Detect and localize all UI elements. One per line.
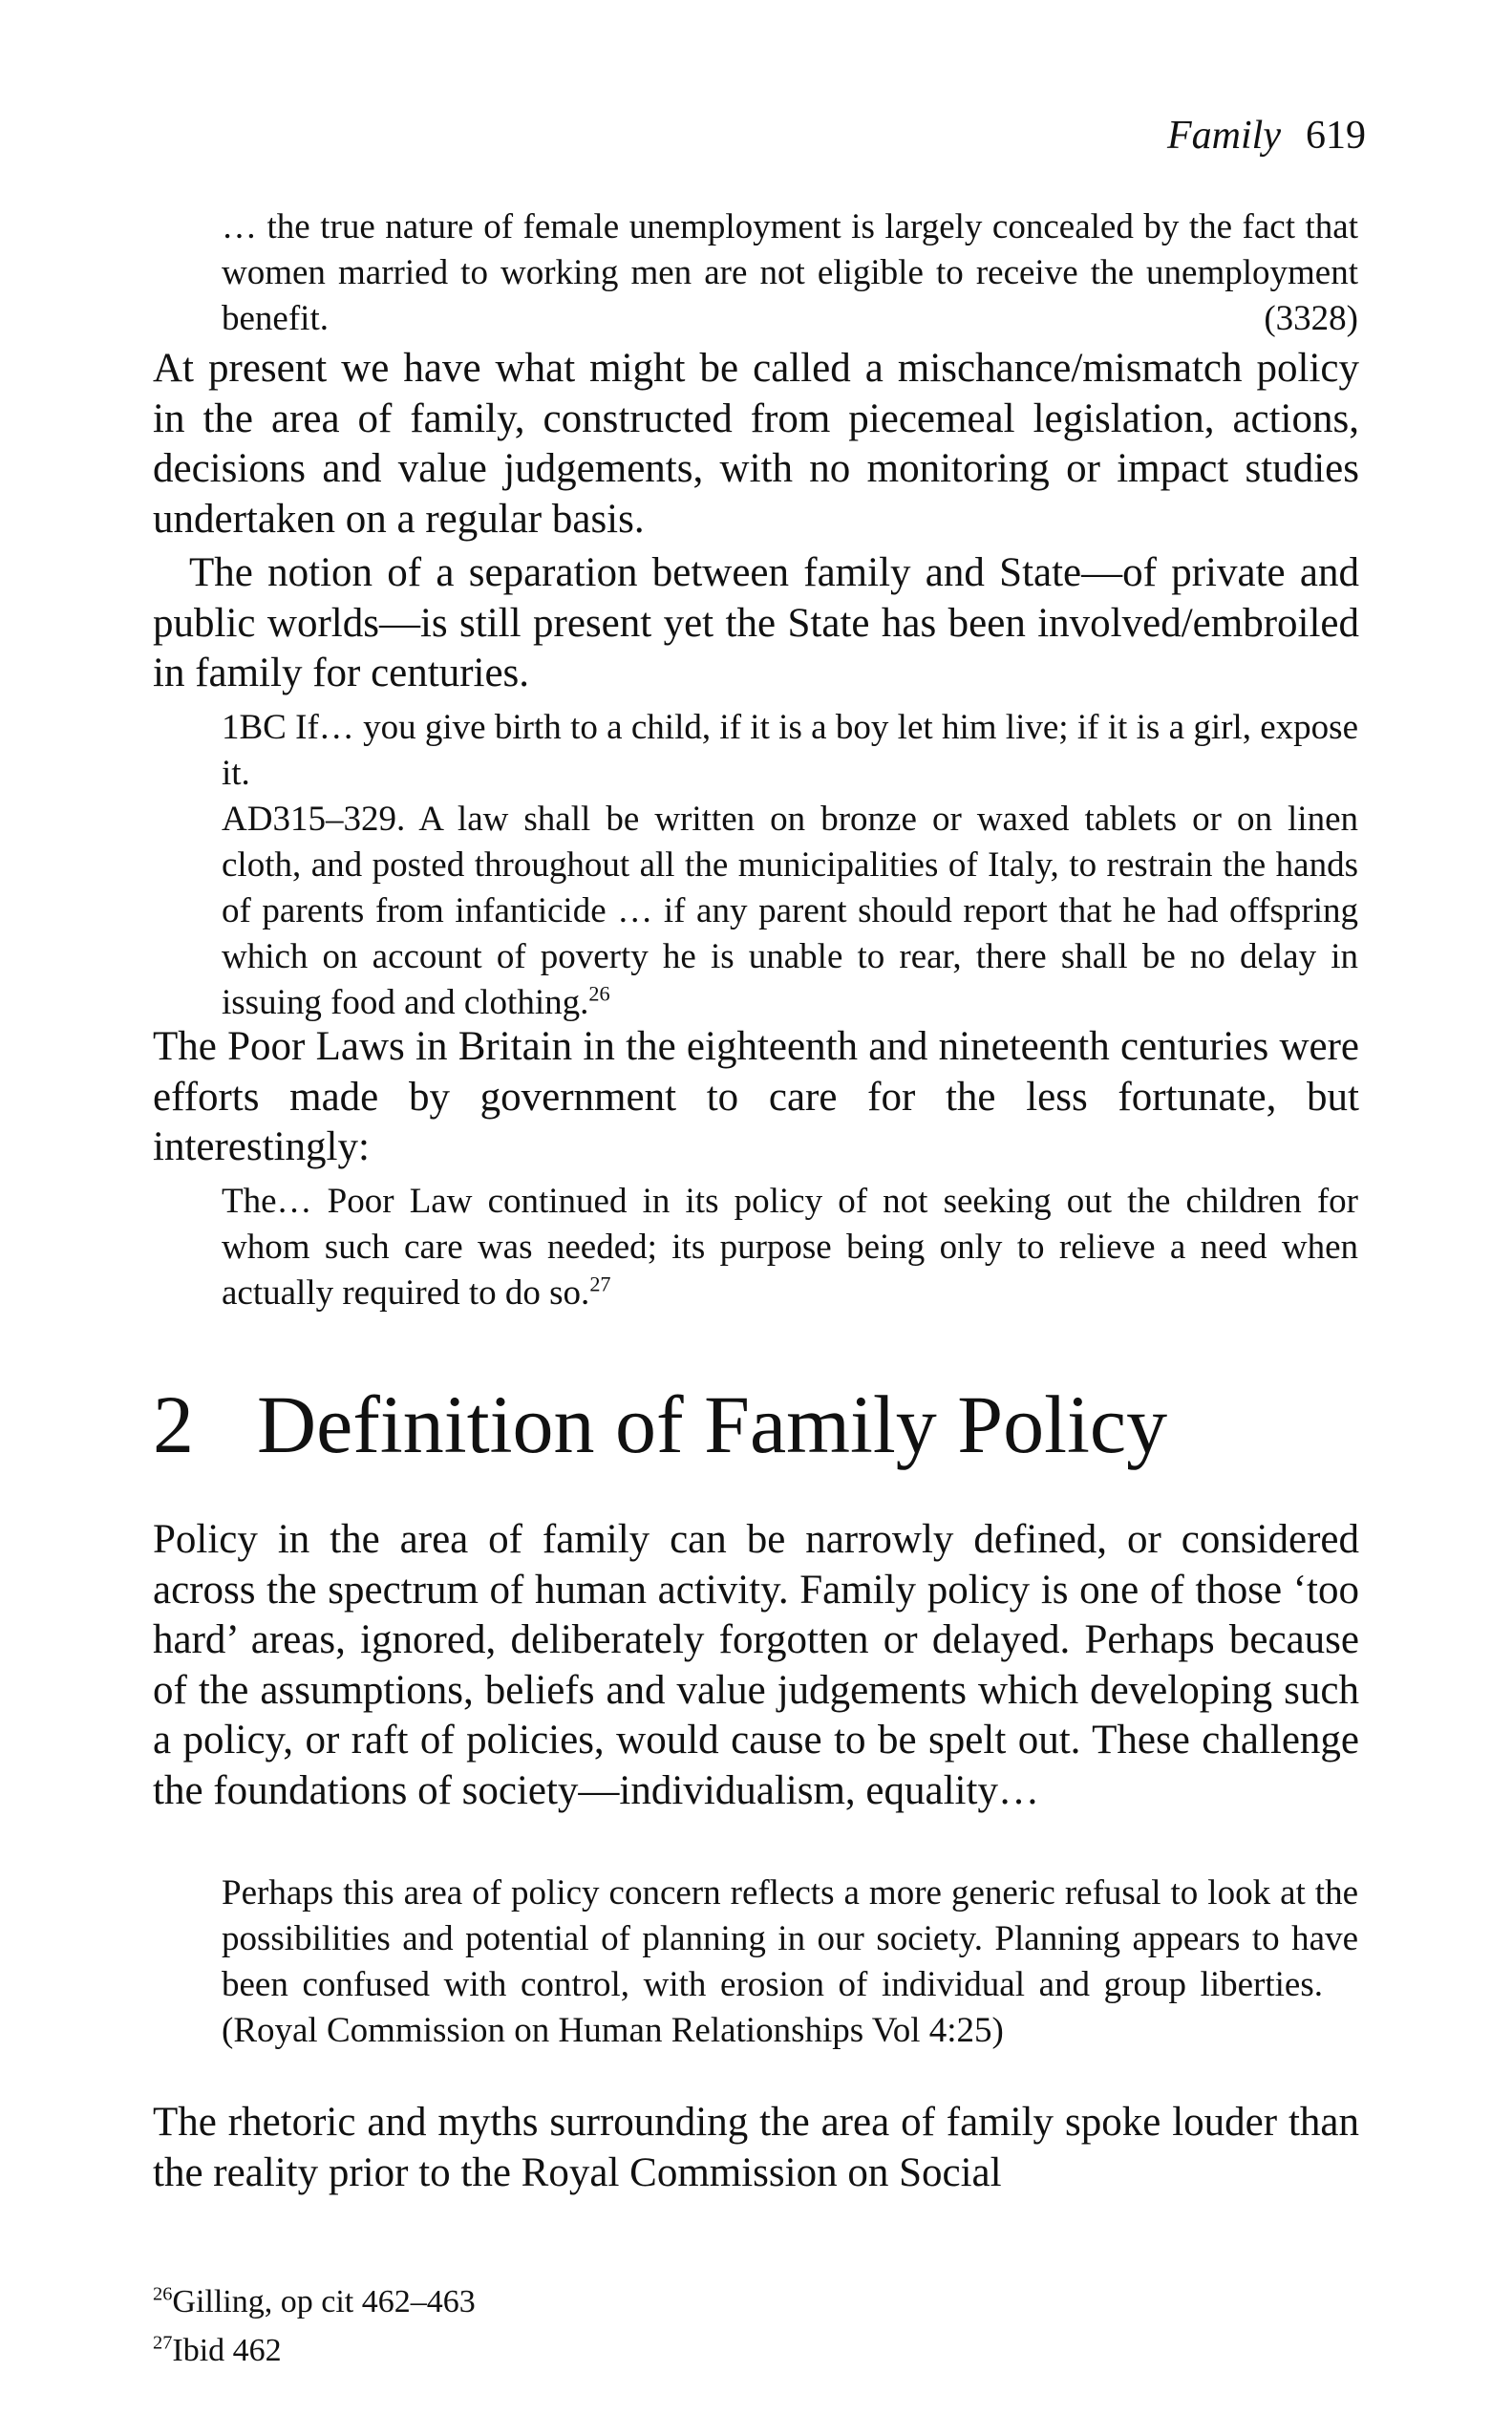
page-header — [153, 113, 1366, 159]
footnotes — [153, 2277, 476, 2375]
block-quote-1bc: 1BC If… you give birth to a child, if it is a boy let him live; if it is a girl, expose it. — [222, 708, 1358, 793]
running-title: Family — [1167, 114, 1281, 158]
quote-text: … the true nature of female unemployment is largely concealed by the fact that women married to working men are not eligible to receive the unemployment benefit. — [222, 207, 1358, 338]
paragraph-separation-state: The notion of a separation between family and State—of private and public worlds—is still present yet the State has been involved/embroiled in family for centuries. — [153, 550, 1359, 695]
section-title: Definition of Family Policy — [257, 1378, 1168, 1470]
block-quote-poor-law — [222, 1179, 1358, 1316]
block-quote-ad315 — [222, 797, 1358, 1026]
quote-citation: (3328) — [1264, 299, 1358, 338]
block-quote-royal-commission: Perhaps this area of policy concern reflects a more generic refusal to look at the possibilities and potential of planning in our society. Planning appears to have been confused with control, with erosion of individual and group liberties. (Royal Commission on Human Relationships Vol 4:25) — [222, 1873, 1358, 2050]
footnote-text: Gilling, op cit 462–463 — [172, 2284, 476, 2319]
quote-text: AD315–329. A law shall be written on bronze or waxed tablets or on linen cloth, and posted throughout all the municipalities of Italy, to restrain the hands of parents from infanticide … if any parent should report that he had offspring which on account of poverty he is unable to rear, there shall be no delay in issuing food and clothing. — [222, 800, 1358, 1022]
paragraph-rhetoric-myths: The rhetoric and myths surrounding the area of family spoke louder than the reality prior to the Royal Commission on Social — [153, 2100, 1359, 2195]
paragraph-policy-definition: Policy in the area of family can be narrowly defined, or considered across the spectrum of human activity. Family policy is one of those ‘too hard’ areas, ignored, deliberately forgotten or delayed. Perhaps because of the assumptions, beliefs and value judgements which developing such a policy, or raft of policies, would cause to be spelt out. These challenge the foundations of society—individualism, equality… — [153, 1517, 1359, 1813]
footnote-item — [153, 2277, 476, 2326]
footnote-item — [153, 2326, 476, 2375]
quote-text: The… Poor Law continued in its policy of not seeking out the children for whom such care was needed; its purpose being only to relieve a need when actually required to do so. — [222, 1182, 1358, 1313]
paragraph-poor-laws: The Poor Laws in Britain in the eighteenth and nineteenth centuries were efforts made by government to care for the less fortunate, but interestingly: — [153, 1024, 1359, 1169]
section-heading — [153, 1378, 1168, 1470]
page-number: 619 — [1306, 114, 1366, 158]
block-quote-unemployment — [222, 204, 1358, 342]
section-number: 2 — [153, 1378, 194, 1470]
footnote-marker: 26 — [153, 2283, 173, 2305]
paragraph-mischance-policy: At present we have what might be called a mischance/mismatch policy in the area of family, constructed from piecemeal legislation, actions, decisions and value judgements, with no monitoring or impact studies undertaken on a regular basis. — [153, 346, 1359, 542]
footnote-marker: 27 — [153, 2332, 173, 2354]
footnote-ref: 26 — [588, 981, 610, 1006]
footnote-ref: 27 — [589, 1272, 611, 1296]
footnote-text: Ibid 462 — [172, 2333, 282, 2368]
